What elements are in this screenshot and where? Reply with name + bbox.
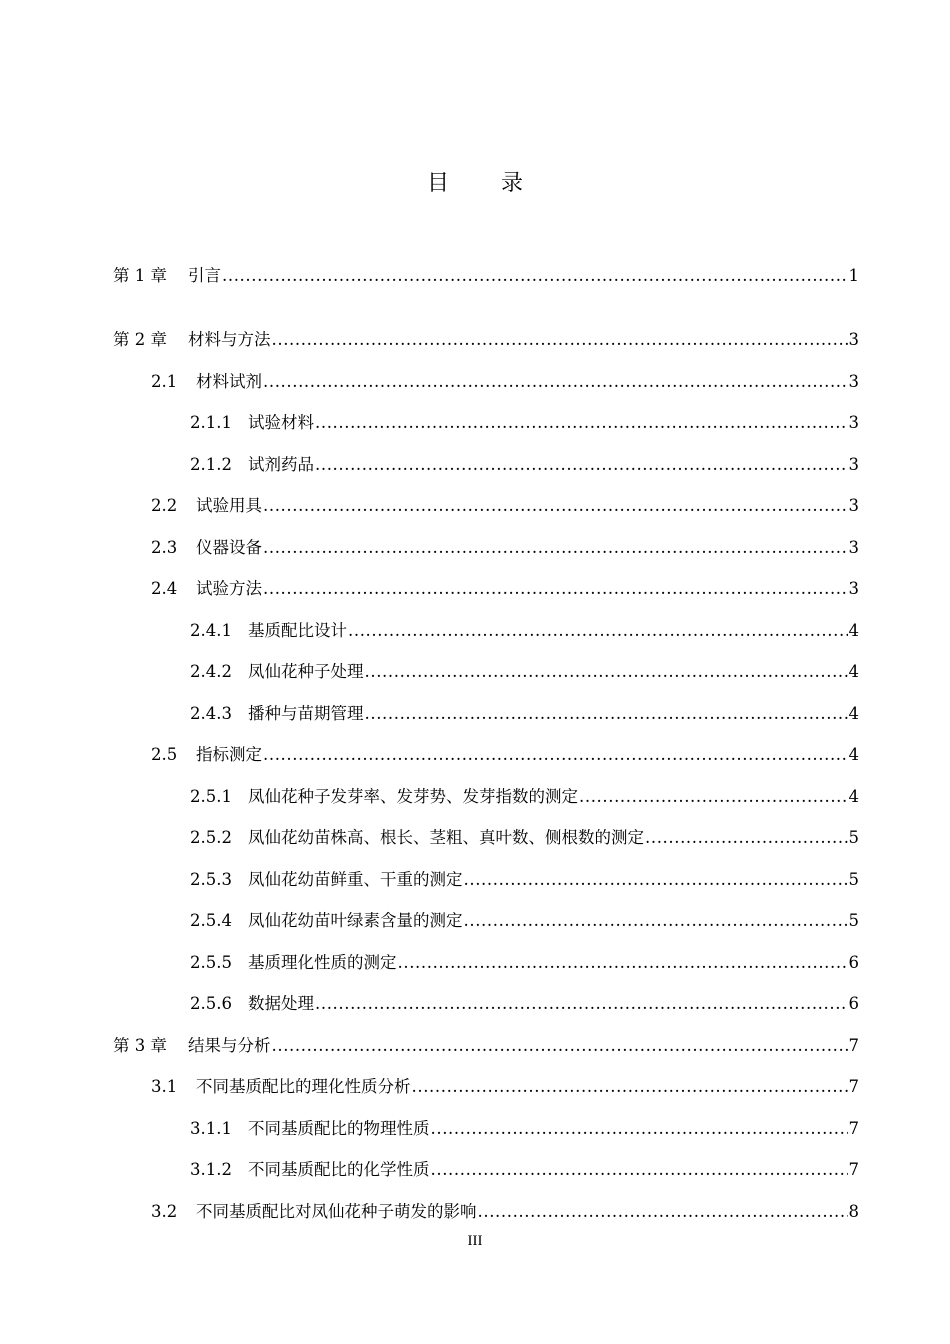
toc-entry-number: 2.2: [151, 496, 178, 515]
toc-dot-leader: [579, 786, 848, 808]
toc-dot-leader: [348, 620, 848, 642]
toc-entry-number: 3.2: [151, 1202, 178, 1221]
toc-entry-number: 第 2 章: [113, 330, 167, 349]
toc-dot-leader: [315, 993, 848, 1015]
toc-entry-page: 4: [848, 621, 859, 640]
toc-entry-page: 4: [848, 704, 859, 723]
toc-dot-leader: [398, 952, 848, 974]
toc-heading-char-2: 录: [501, 171, 524, 196]
toc-entry[interactable]: [190, 827, 859, 849]
toc-entry[interactable]: [190, 910, 859, 932]
toc-entry[interactable]: [151, 371, 859, 393]
toc-entry-number: 3.1.1: [190, 1119, 232, 1138]
toc-dot-leader: [431, 1118, 848, 1140]
toc-entry-title: 凤仙花幼苗叶绿素含量的测定: [248, 911, 463, 930]
toc-entry-page: 3: [848, 372, 859, 391]
toc-entry-title: 试剂药品: [248, 455, 314, 474]
toc-entry-page: 5: [848, 870, 859, 889]
toc-entry-title: 不同基质配比的化学性质: [248, 1160, 430, 1179]
toc-dot-leader: [431, 1159, 848, 1181]
toc-dot-leader: [222, 265, 848, 287]
toc-entry[interactable]: [190, 661, 859, 683]
toc-entry[interactable]: [190, 620, 859, 642]
toc-entry[interactable]: [190, 786, 859, 808]
toc-entry-title: 数据处理: [248, 994, 314, 1013]
toc-entry-page: 3: [848, 413, 859, 432]
toc-entry[interactable]: [190, 869, 859, 891]
toc-entry-page: 3: [848, 330, 859, 349]
toc-entry[interactable]: [190, 993, 859, 1015]
toc-entry[interactable]: [190, 703, 859, 725]
toc-entry-number: 第 3 章: [113, 1036, 167, 1055]
toc-entry-page: 7: [848, 1160, 859, 1179]
toc-dot-leader: [412, 1076, 848, 1098]
toc-entry-title: 凤仙花种子处理: [248, 662, 364, 681]
toc-entry[interactable]: [190, 1159, 859, 1181]
toc-dot-leader: [263, 537, 848, 559]
toc-entry[interactable]: [151, 578, 859, 600]
toc-entry[interactable]: [113, 265, 859, 287]
toc-entry-number: 2.3: [151, 538, 178, 557]
toc-entry-number: 3.1: [151, 1077, 178, 1096]
toc-entry-page: 4: [848, 787, 859, 806]
toc-entry-title: 基质理化性质的测定: [248, 953, 397, 972]
toc-entry-number: 2.5.4: [190, 911, 232, 930]
toc-entry-title: 凤仙花种子发芽率、发芽势、发芽指数的测定: [248, 787, 578, 806]
toc-dot-leader: [272, 1035, 848, 1057]
toc-entry[interactable]: [113, 329, 859, 351]
toc-entry-number: 2.4.3: [190, 704, 232, 723]
toc-entry-number: 2.4.2: [190, 662, 232, 681]
toc-entry-number: 2.4.1: [190, 621, 232, 640]
toc-entry-title: 不同基质配比的理化性质分析: [196, 1077, 411, 1096]
toc-entry-page: 3: [848, 538, 859, 557]
toc-entry-page: 7: [848, 1119, 859, 1138]
toc-entry-title: 引言: [188, 266, 221, 285]
toc-entry-title: 指标测定: [196, 745, 262, 764]
toc-entry-page: 5: [848, 828, 859, 847]
toc-dot-leader: [464, 869, 848, 891]
toc-entry-number: 2.5.2: [190, 828, 232, 847]
toc-dot-leader: [478, 1201, 848, 1223]
toc-entry-number: 2.1.2: [190, 455, 232, 474]
page-number-footer: III: [467, 1233, 483, 1249]
toc-dot-leader: [263, 371, 848, 393]
toc-entry-page: 4: [848, 745, 859, 764]
toc-dot-leader: [263, 744, 848, 766]
toc-entry-number: 2.4: [151, 579, 178, 598]
toc-dot-leader: [365, 703, 848, 725]
toc-entry-page: 3: [848, 579, 859, 598]
toc-entry-number: 2.5.6: [190, 994, 232, 1013]
toc-entry-page: 7: [848, 1036, 859, 1055]
toc-entry-title: 材料试剂: [196, 372, 262, 391]
toc-entry[interactable]: [190, 1118, 859, 1140]
toc-entry[interactable]: [151, 495, 859, 517]
toc-entry-number: 第 1 章: [113, 266, 167, 285]
toc-entry[interactable]: [151, 1201, 859, 1223]
toc-heading-char-1: 目: [426, 171, 449, 196]
toc-dot-leader: [315, 412, 848, 434]
toc-entry-page: 8: [848, 1202, 859, 1221]
toc-entry-number: 2.5: [151, 745, 178, 764]
toc-entry-title: 凤仙花幼苗株高、根长、茎粗、真叶数、侧根数的测定: [248, 828, 644, 847]
toc-entry-number: 2.1.1: [190, 413, 232, 432]
toc-entry[interactable]: [190, 412, 859, 434]
toc-entry-page: 7: [848, 1077, 859, 1096]
toc-entry-number: 2.5.3: [190, 870, 232, 889]
toc-entry-title: 仪器设备: [196, 538, 262, 557]
toc-entry-number: 3.1.2: [190, 1160, 232, 1179]
toc-entry[interactable]: [190, 454, 859, 476]
toc-entry-title: 基质配比设计: [248, 621, 347, 640]
toc-entry[interactable]: [190, 952, 859, 974]
toc-entry-page: 6: [848, 994, 859, 1013]
toc-dot-leader: [263, 495, 848, 517]
toc-entry-title: 播种与苗期管理: [248, 704, 364, 723]
toc-entry-title: 凤仙花幼苗鲜重、干重的测定: [248, 870, 463, 889]
toc-entry[interactable]: [151, 537, 859, 559]
toc-entry-page: 3: [848, 455, 859, 474]
toc-entry-title: 试验用具: [196, 496, 262, 515]
toc-dot-leader: [365, 661, 848, 683]
toc-entry-page: 4: [848, 662, 859, 681]
toc-entry[interactable]: [151, 744, 859, 766]
toc-entry-page: 5: [848, 911, 859, 930]
toc-entry-number: 2.5.1: [190, 787, 232, 806]
toc-entry-title: 材料与方法: [188, 330, 271, 349]
toc-dot-leader: [263, 578, 848, 600]
toc-entry-number: 2.5.5: [190, 953, 232, 972]
toc-dot-leader: [464, 910, 848, 932]
toc-entry-title: 不同基质配比对凤仙花种子萌发的影响: [196, 1202, 477, 1221]
toc-entry-title: 试验材料: [248, 413, 314, 432]
toc-dot-leader: [272, 329, 848, 351]
toc-entry[interactable]: [151, 1076, 859, 1098]
toc-entry-number: 2.1: [151, 372, 178, 391]
toc-entry-page: 1: [848, 266, 859, 285]
toc-dot-leader: [315, 454, 848, 476]
toc-entry[interactable]: [113, 1035, 859, 1057]
toc-dot-leader: [645, 827, 848, 849]
toc-entry-page: 6: [848, 953, 859, 972]
toc-entry-title: 结果与分析: [188, 1036, 271, 1055]
toc-entry-title: 不同基质配比的物理性质: [248, 1119, 430, 1138]
toc-entry-title: 试验方法: [196, 579, 262, 598]
toc-entry-page: 3: [848, 496, 859, 515]
